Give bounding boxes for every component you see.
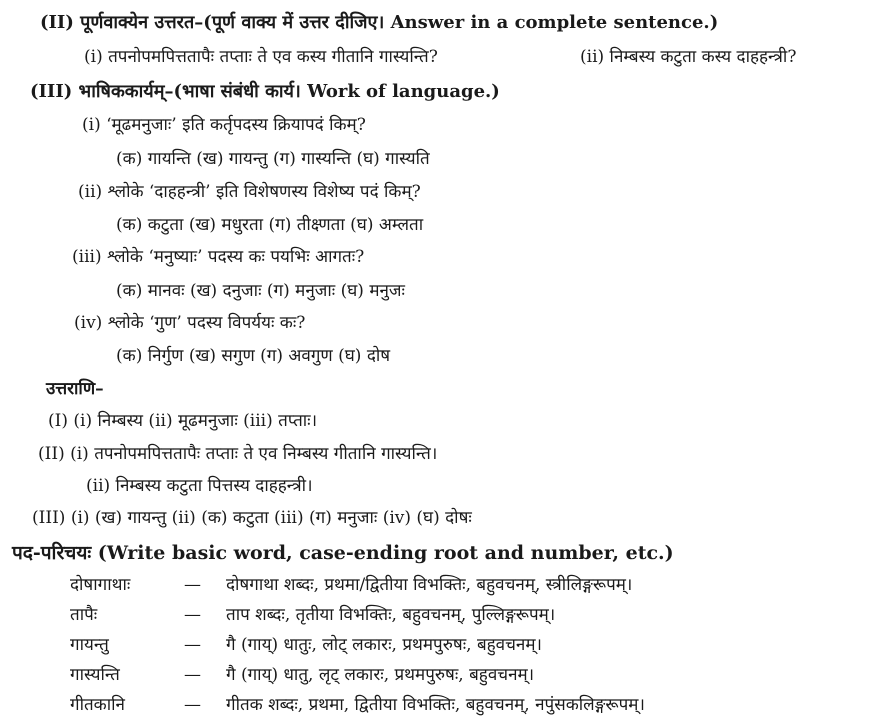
- section2-heading: (II) पूर्णवाक्येन उत्तरत–(पूर्ण वाक्य में उत्तर दीजिए। Answer in a complete sentence.): [40, 12, 719, 33]
- answer-line-4: (III) (i) (ख) गायन्तु (ii) (क) कटुता (iii) (ग) मनुजाः (iv) (घ) दोषः: [32, 508, 472, 528]
- padaparichay-dash: —: [184, 575, 201, 595]
- section3-options-1: (क) गायन्ति (ख) गायन्तु (ग) गास्यन्ति (घ) गास्यति: [116, 149, 430, 169]
- answer-line-2: (II) (i) तपनोपमपित्ततापैः तप्ताः ते एव निम्बस्य गीतानि गास्यन्ति।: [38, 444, 438, 464]
- answer-line-3: (ii) निम्बस्य कटुता पित्तस्य दाहहन्त्री।: [86, 476, 313, 496]
- padaparichay-desc: गै (गाय्) धातु, लृट् लकारः, प्रथमपुरुषः, बहुवचनम्।: [226, 665, 535, 685]
- section2-question-1: (i) तपनोपमपित्ततापैः तप्ताः ते एव कस्य गीतानि गास्यन्ति?: [84, 47, 438, 67]
- section3-options-3: (क) मानवः (ख) दनुजाः (ग) मनुजाः (घ) मनुजः: [116, 281, 405, 301]
- padaparichay-word: तापैः: [70, 605, 98, 625]
- padaparichay-word: गास्यन्ति: [70, 665, 120, 685]
- padaparichay-heading: पद-परिचयः (Write basic word, case-ending root and number, etc.): [12, 542, 674, 564]
- answers-heading: उत्तराणि–: [46, 379, 104, 399]
- padaparichay-desc: ताप शब्दः, तृतीया विभक्तिः, बहुवचनम्, पुल्लिङ्गरूपम्।: [226, 605, 556, 625]
- section2-question-2: (ii) निम्बस्य कटुता कस्य दाहहन्त्री?: [580, 47, 797, 67]
- section3-heading: (III) भाषिककार्यम्–(भाषा संबंधी कार्य। Work of language.): [30, 81, 500, 102]
- section3-question-3: (iii) श्लोके ‘मनुष्याः’ पदस्य कः पयभिः आगतः?: [72, 247, 365, 267]
- padaparichay-dash: —: [184, 605, 201, 625]
- answer-line-1: (I) (i) निम्बस्य (ii) मूढमनुजाः (iii) तप्ताः।: [48, 411, 318, 431]
- padaparichay-dash: —: [184, 635, 201, 655]
- padaparichay-desc: दोषगाथा शब्दः, प्रथमा/द्वितीया विभक्तिः, बहुवचनम्, स्त्रीलिङ्गरूपम्।: [226, 575, 633, 595]
- padaparichay-desc: गीतक शब्दः, प्रथमा, द्वितीया विभक्तिः, बहुवचनम्, नपुंसकलिङ्गरूपम्।: [226, 695, 645, 715]
- padaparichay-word: दोषागाथाः: [70, 575, 131, 595]
- padaparichay-dash: —: [184, 665, 201, 685]
- section3-question-1: (i) ‘मूढमनुजाः’ इति कर्तृपदस्य क्रियापदं किम्?: [82, 115, 366, 135]
- section3-question-4: (iv) श्लोके ‘गुण’ पदस्य विपर्ययः कः?: [74, 313, 306, 333]
- section3-options-2: (क) कटुता (ख) मधुरता (ग) तीक्ष्णता (घ) अम्लता: [116, 215, 424, 235]
- section3-options-4: (क) निर्गुण (ख) सगुण (ग) अवगुण (घ) दोष: [116, 346, 391, 366]
- padaparichay-word: गीतकानि: [70, 695, 125, 715]
- padaparichay-word: गायन्तु: [70, 635, 109, 655]
- padaparichay-desc: गै (गाय्) धातुः, लोट् लकारः, प्रथमपुरुषः, बहुवचनम्।: [226, 635, 542, 655]
- padaparichay-dash: —: [184, 695, 201, 715]
- section3-question-2: (ii) श्लोके ‘दाहहन्त्री’ इति विशेषणस्य विशेष्य पदं किम्?: [78, 182, 421, 202]
